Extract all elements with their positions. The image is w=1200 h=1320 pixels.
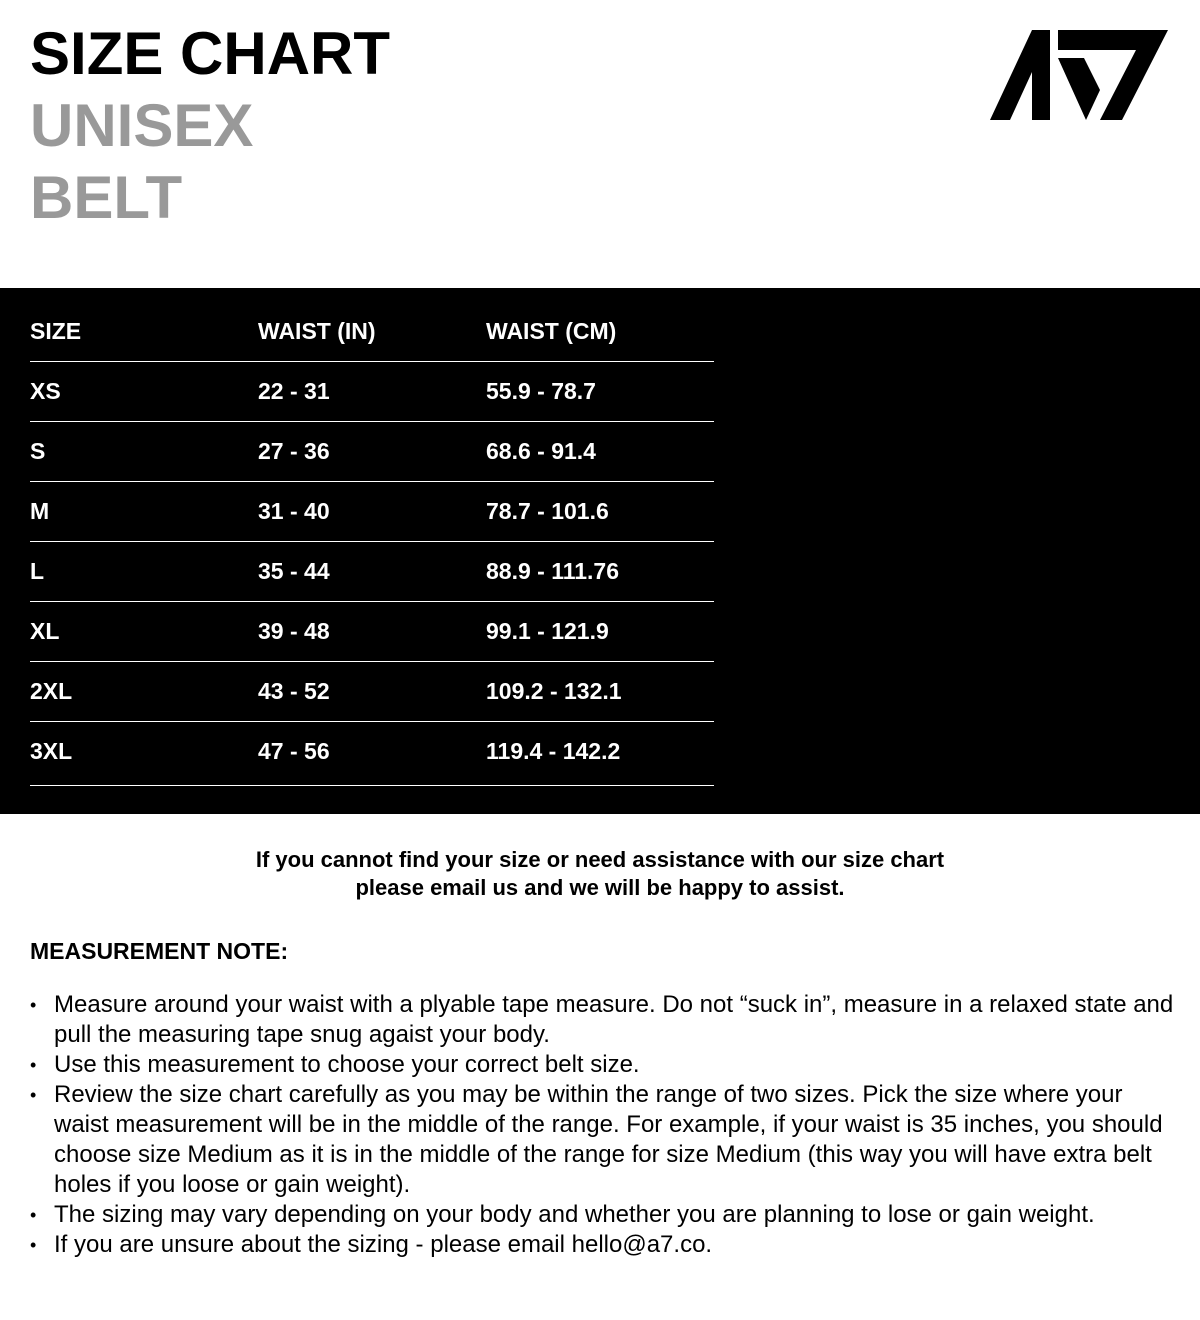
bullet-icon: •	[30, 1235, 37, 1255]
waist-cm-cell: 119.4 - 142.2	[486, 738, 621, 764]
waist-in-cell: 35 - 44	[258, 558, 330, 584]
list-item	[30, 990, 1180, 1050]
table-row	[30, 362, 714, 422]
waist-in-cell: 43 - 52	[258, 678, 330, 704]
waist-cm-cell: 68.6 - 91.4	[486, 438, 596, 464]
size-cell: 2XL	[30, 678, 73, 704]
size-table	[30, 288, 714, 786]
note-text: Use this measurement to choose your correct belt size.	[54, 1051, 640, 1078]
a7-logo	[988, 28, 1172, 124]
waist-in-cell: 47 - 56	[258, 738, 330, 764]
waist-in-cell: 31 - 40	[258, 498, 330, 524]
size-cell: L	[30, 558, 45, 584]
size-cell: S	[30, 438, 46, 464]
note-text: If you are unsure about the sizing - please email hello@a7.co.	[54, 1231, 713, 1258]
table-header-row	[30, 288, 714, 362]
table-row	[30, 542, 714, 602]
size-cell: 3XL	[30, 738, 73, 764]
waist-cm-cell: 88.9 - 111.76	[486, 558, 620, 584]
page-subtitle-unisex: UNISEX	[30, 92, 254, 159]
assistance-line-1: If you cannot find your size or need assistance with our size chart	[255, 847, 945, 872]
table-row	[30, 602, 714, 662]
assistance-line-2: please email us and we will be happy to assist.	[355, 875, 845, 900]
bullet-icon: •	[30, 1055, 37, 1075]
measurement-note-heading: MEASUREMENT NOTE:	[30, 938, 289, 964]
waist-in-cell: 22 - 31	[258, 378, 330, 404]
page-title: SIZE CHART	[30, 20, 390, 87]
note-text: The sizing may vary depending on your body and whether you are planning to lose or gain weight.	[54, 1201, 1095, 1228]
waist-cm-cell: 78.7 - 101.6	[486, 498, 609, 524]
list-item	[30, 1230, 1180, 1260]
note-text: Review the size chart carefully as you may be within the range of two sizes. Pick the size where your waist measurement will be in the middle of the range. For example, if your waist is 35 inches, you should choose size Medium as it is in the middle of the range for size Medium (this way you will have extra belt holes if you loose or gain weight).	[54, 1081, 1163, 1198]
page-subtitle-belt: BELT	[30, 164, 183, 231]
list-item	[30, 1080, 1180, 1200]
table-row	[30, 422, 714, 482]
waist-cm-cell: 99.1 - 121.9	[486, 618, 609, 644]
bullet-icon: •	[30, 1085, 37, 1105]
column-header-size: SIZE	[30, 318, 82, 344]
column-header-waist-cm: WAIST (CM)	[486, 318, 617, 344]
waist-cm-cell: 55.9 - 78.7	[486, 378, 596, 404]
waist-cm-cell: 109.2 - 132.1	[486, 678, 622, 704]
table-row	[30, 482, 714, 542]
size-cell: M	[30, 498, 50, 524]
size-cell: XL	[30, 618, 60, 644]
list-item	[30, 1200, 1180, 1230]
assistance-message	[0, 846, 1200, 902]
bullet-icon: •	[30, 995, 37, 1015]
note-text: Measure around your waist with a plyable tape measure. Do not “suck in”, measure in a relaxed state and pull the measuring tape snug agaist your body.	[54, 991, 1174, 1048]
measurement-note-list	[30, 990, 1180, 1260]
title-block	[30, 18, 390, 234]
table-row	[30, 722, 714, 786]
waist-in-cell: 39 - 48	[258, 618, 330, 644]
list-item	[30, 1050, 1180, 1080]
waist-in-cell: 27 - 36	[258, 438, 330, 464]
size-cell: XS	[30, 378, 61, 404]
table-row	[30, 662, 714, 722]
column-header-waist-in: WAIST (IN)	[258, 318, 376, 344]
bullet-icon: •	[30, 1205, 37, 1225]
size-table-band	[0, 288, 1200, 814]
